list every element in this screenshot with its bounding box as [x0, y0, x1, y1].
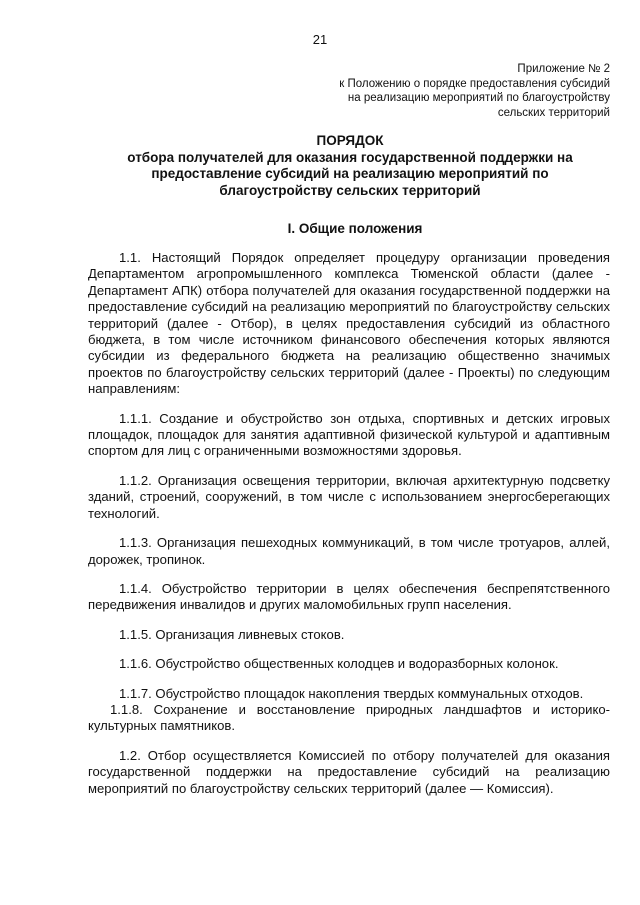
paragraph: 1.1.3. Организация пешеходных коммуникаций, в том числе тротуаров, аллей, дорожек, тропинок. [88, 535, 610, 567]
title-heading: ПОРЯДОК [316, 133, 384, 148]
paragraph: 1.1.8. Сохранение и восстановление природных ландшафтов и историко-культурных памятников. [88, 701, 610, 734]
title-line: отбора получателей для оказания государственной поддержки на [127, 149, 573, 165]
paragraph: 1.1. Настоящий Порядок определяет процедуру организации проведения Департаментом агропромышленного комплекса Тюменской области (далее - Департамент АПК) отбора получателей для оказания государственной поддержки на предоставление субсидий на реализацию мероприятий по благоустройству сельских территорий (далее - Отбор), в целях предоставления субсидий из областного бюджета, в том числе источником финансового обеспечения которых являются субсидии из федерального бюджета на реализацию общественно значимых проектов по благоустройству сельских территорий (далее - Проекты) по следующим направлениям: [88, 250, 610, 397]
paragraph: 1.1.2. Организация освещения территории, включая архитектурную подсветку зданий, строений, сооружений, в том числе с использованием энергосберегающих технологий. [88, 472, 610, 521]
appendix-line: сельских территорий [497, 106, 610, 119]
section-title: I. Общие положения [287, 221, 423, 236]
paragraph: 1.1.5. Организация ливневых стоков. [119, 626, 345, 642]
appendix-header [280, 62, 610, 120]
title-line: благоустройству сельских территорий [219, 182, 481, 198]
paragraph: 1.1.7. Обустройство площадок накопления твердых коммунальных отходов. [119, 685, 584, 701]
paragraph: 1.2. Отбор осуществляется Комиссией по отбору получателей для оказания государственной поддержки на предоставление субсидий на реализацию мероприятий по благоустройству сельских территорий (далее — Комиссия). [88, 747, 610, 796]
document-title [100, 133, 600, 199]
appendix-line: к Положению о порядке предоставления субсидий [339, 77, 610, 90]
section-body [88, 250, 610, 810]
appendix-line: Приложение № 2 [517, 63, 610, 75]
paragraph: 1.1.6. Обустройство общественных колодцев и водоразборных колонок. [119, 656, 559, 672]
page-number: 21 [312, 32, 328, 47]
paragraph: 1.1.1. Создание и обустройство зон отдыха, спортивных и детских игровых площадок, площадок для занятия адаптивной физической культурой и адаптивным спортом для лиц с ограниченными возможностями здоровья. [88, 410, 610, 459]
appendix-line: на реализацию мероприятий по благоустройству [347, 92, 610, 104]
paragraph: 1.1.4. Обустройство территории в целях обеспечения беспрепятственного передвижения инвалидов и других маломобильных групп населения. [88, 580, 610, 613]
title-line: предоставление субсидий на реализацию мероприятий по [151, 166, 549, 181]
